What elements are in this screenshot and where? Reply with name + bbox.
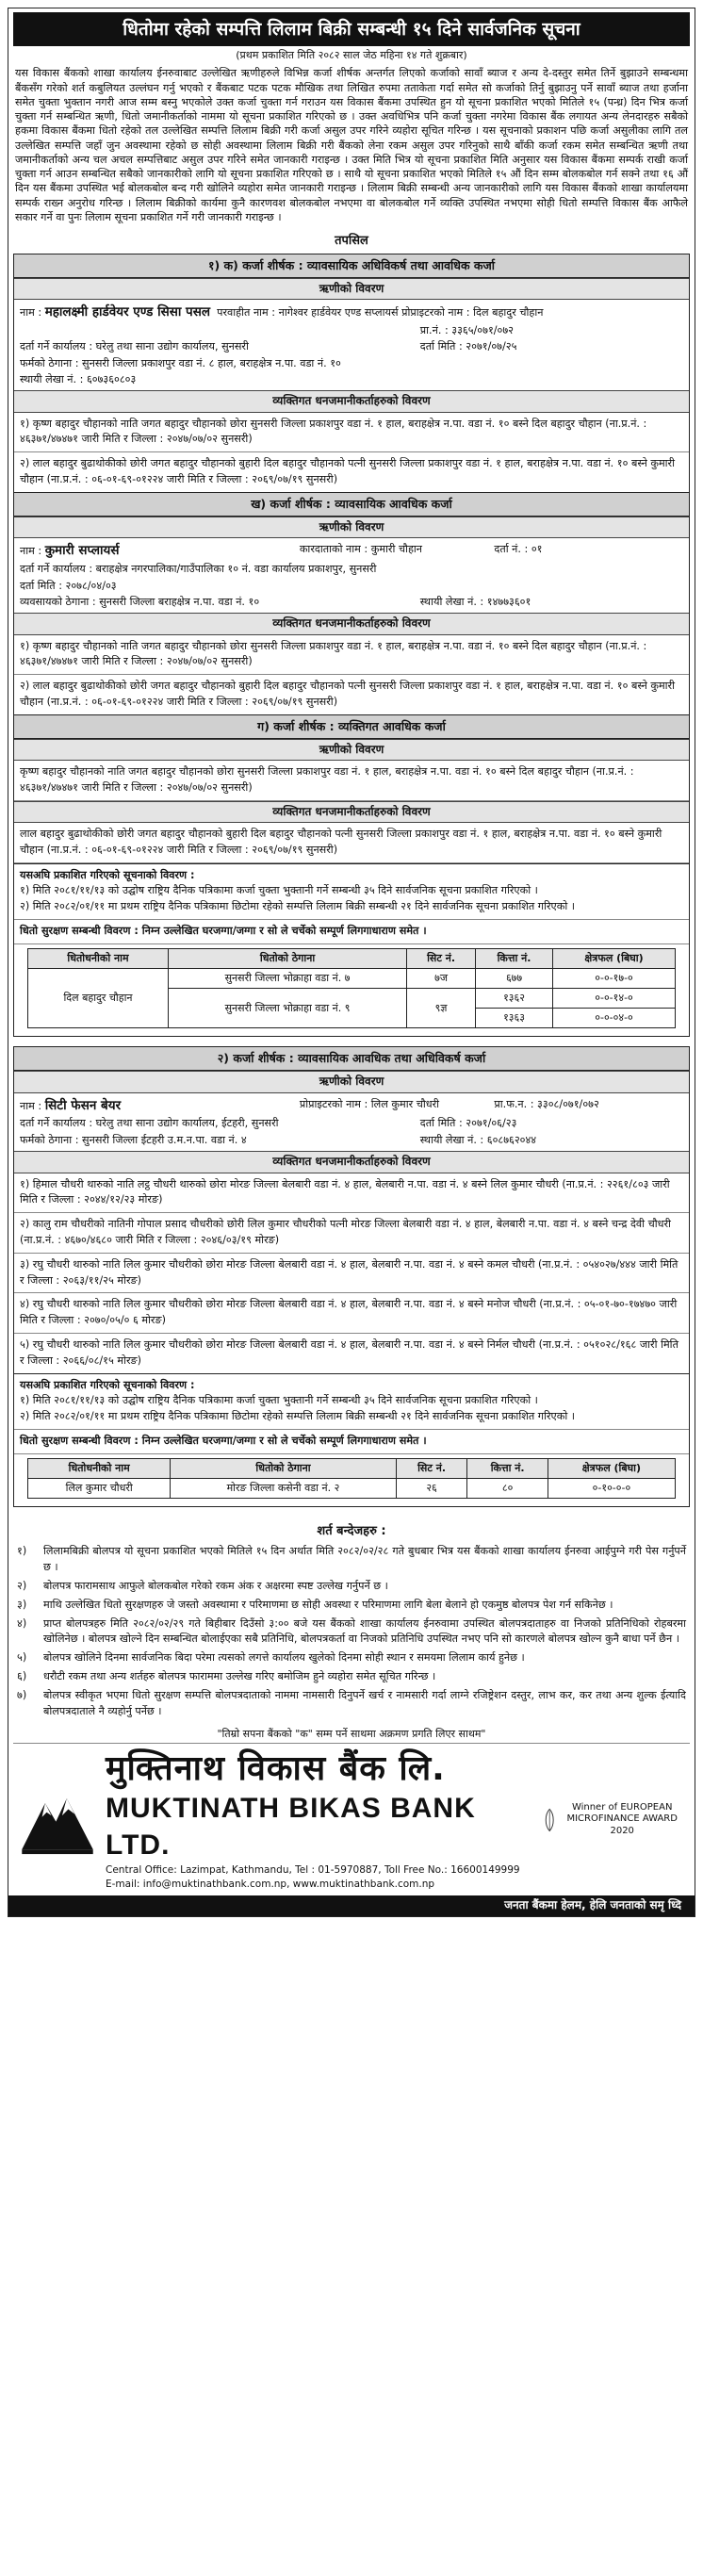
notice-subtitle: (प्रथम प्रकाशित मिति २०८२ साल जेठ महिना १४ गते शुक्रबार) (236, 49, 467, 62)
notice-frame (8, 8, 695, 1917)
term-item: ५) बोलपत्र खोलिने दिनमा सार्वजनिक बिदा परेमा त्यसको लगत्ते कार्यालय खुलेको दिनमा सोही स्थान र समयमा लिलाम कार्य हुनेछ । (17, 1651, 525, 1665)
guarantor-heading: व्यक्तिगत धनजमानीकर्ताहरुको विवरण (14, 613, 689, 634)
borrower-name: महालक्ष्मी हार्डवेयर एण्ड सिसा पसल (44, 304, 210, 320)
borrower-name: सिटी फेसन बेयर (44, 1097, 122, 1113)
prior-notice-item: १) मिति २०८१/११/१३ को उद्घोष राष्ट्रिय दैनिक पत्रिकामा कर्जा चुक्ता भुक्तानी गर्ने सम्बन्धी ३५ दिने सार्वजनिक सूचना प्रकाशित गरिएको । (20, 1394, 538, 1407)
table-cell: मोरङ जिल्ला कसेनी वडा नं. २ (171, 1478, 397, 1498)
terms-section (13, 1517, 690, 1724)
name-label: नाम : (20, 305, 42, 319)
prior-notice-item: १) मिति २०८१/११/१३ को उद्घोष राष्ट्रिय दैनिक पत्रिकामा कर्जा चुक्ता भुक्तानी गर्ने सम्बन्धी ३५ दिने सार्वजनिक सूचना प्रकाशित गरिएको । (20, 884, 538, 897)
borrower-heading: ऋणीको विवरण (14, 517, 689, 538)
borrower-heading: ऋणीको विवरण (14, 1071, 689, 1092)
term-item: १) लिलामबिक्री बोलपत्र यो सूचना प्रकाशित भएको मितिले १५ दिन अर्थात मिति २०८२/०२/२८ गते बुधबार भित्र यस बैंकको शाखा कार्यालय ईनरुवा आईपुग्ने गरी पेस गर्नुपर्ने छ । (17, 1545, 686, 1574)
loan-1-box (13, 254, 690, 1038)
prior-notices (14, 863, 689, 920)
mountain-logo-icon (19, 1781, 96, 1859)
table-cell: सुनसरी जिल्ला भोक्राहा वडा नं. ९ (168, 989, 407, 1028)
table-cell: ६७७ (475, 968, 553, 988)
guarantor-item: ४) रघु चौधरी थारुको नाति लिल कुमार चौधरीको छोरा मोरङ जिल्ला बेलबारी वडा नं. ४ हाल, बेलबारी न.पा. वडा नं. ४ बस्ने मनोज चौधरी (ना.प्र.नं. : ०५-०१-७०-१७४७० जारी मिति र जिल्ला : २०७०/०५/० ६ मोरङ) (14, 1293, 689, 1334)
reg-date: दर्ता मिति : २०७१/०७/२५ (419, 340, 517, 353)
details-heading: तपसिल (335, 233, 368, 248)
guarantor-item: ५) रघु चौधरी थारुको नाति लिल कुमार चौधरीको छोरा मोरङ जिल्ला बेलबारी वडा नं. ४ हाल, बेलबारी न.पा. वडा नं. ४ बस्ने निर्मल चौधरी (ना.प्र.नं. : ०५१०२८/१६८ जारी मिति र जिल्ला : २०६६/०८/१५ मोरङ) (20, 1337, 678, 1367)
table-cell: लिल कुमार चौधरी (28, 1478, 171, 1498)
loan-2-box (13, 1046, 690, 1507)
table-cell: २६ (396, 1478, 466, 1498)
loan-2-heading: २) कर्जा शीर्षक : व्यावसायिक आवधिक तथा अधिविकर्ष कर्जा (14, 1047, 689, 1071)
loan-1c-heading: ग) कर्जा शीर्षक : व्यक्तिगत आवधिक कर्जा (14, 714, 689, 739)
tagline-bar (8, 1895, 695, 1916)
guarantor-item: १) कृष्ण बहादुर चौहानको नाति जगत बहादुर चौहानको छोरा सुनसरी जिल्ला प्रकाशपुर वडा नं. १ हाल, बराहक्षेत्र न.पा. वडा नं. १० बस्ने दिल बहादुर चौहान (ना.प्र.नं. : ४६३७१/४७४७१ जारी मिति र जिल्ला : २०४७/०७/०२ सुनसरी) (14, 635, 689, 676)
tagline-text: जनता बैंकमा हेलम, हेलि जनताको समृ ध्दि (504, 1897, 681, 1911)
guarantor-item: १) हिमाल चौधरी थारुको नाति लट्ठ चौधरी थारुको छोरा मोरङ जिल्ला बेलबारी वडा नं. ४ हाल, बेलबारी न.पा. वडा नं. ४ बस्ने लिल कुमार चौधरी (ना.प्र.नं. : २२६१/८०३ जारी मिति र जिल्ला : २०४४/१२/२३ मोरङ) (14, 1173, 689, 1214)
prior-notice-item: २) मिति २०८२/०१/११ मा प्रथम राष्ट्रिय दैनिक पत्रिकामा छिटोमा रहेको सम्पत्ति लिलाम बिक्री सम्बन्धी २१ दिने सार्वजनिक सूचना प्रकाशित गरिएको । (20, 1410, 576, 1423)
security-heading: धितो सुरक्षण सम्बन्धी विवरण : निम्न उल्लेखित घरजग्गा/जग्गा र सो ले चर्चेको सम्पूर्ण लिगगाधाराण समेत । (14, 1430, 689, 1454)
table-cell: ०-१०-०-० (548, 1478, 676, 1498)
bank-motto: "तिम्रो सपना बैंकको "क" सम्म पर्ने साथमा अक्रमण प्रगति लिएर साथम" (217, 1728, 486, 1741)
col-header: धितोधनीको नाम (28, 948, 168, 968)
col-header: क्षेत्रफल (बिघा) (548, 1458, 676, 1478)
term-item: २) बोलपत्र फारामसाथ आफुले बोलकबोल गरेको रकम अंक र अक्षरमा स्पष्ट उल्लेख गर्नुपर्ने छ । (17, 1579, 388, 1592)
loan-1b-heading: ख) कर्जा शीर्षक : व्यावसायिक आवधिक कर्जा (14, 492, 689, 517)
pan-number: स्थायी लेखा नं. : १४७७३६०१ (419, 595, 531, 608)
bank-name-english: MUKTINATH BIKAS BANK LTD. (106, 1793, 476, 1861)
notice-title: धितोमा रहेको सम्पत्ति लिलाम बिक्री सम्बन्धी १५ दिने सार्वजनिक सूचना (13, 12, 690, 46)
table-cell: ०-०-०४-० (553, 1009, 675, 1028)
borrower-heading: ऋणीको विवरण (14, 278, 689, 300)
bank-name-nepali: मुक्तिनाथ विकास बैंक लि. (106, 1749, 446, 1789)
reg-date: दर्ता मिति : २०७८/०४/०३ (20, 579, 117, 592)
borrower-details: कृष्ण बहादुर चौहानको नाति जगत बहादुर चौहानको छोरा सुनसरी जिल्ला प्रकाशपुर वडा नं. १ हाल, बराहक्षेत्र न.पा. वडा नं. १० बस्ने दिल बहादुर चौहान (ना.प्र.नं. : ४६३७१/४७४७१ जारी मिति र जिल्ला : २०४७/०७/०२ सुनसरी) (14, 761, 689, 801)
bank-footer (13, 1743, 690, 1895)
business-address: व्यवसायको ठेगाना : सुनसरी जिल्ला बराहक्षेत्र न.पा. वडा नं. १० (20, 595, 260, 608)
term-item: ३) माथि उल्लेखित धितो सुरक्षणहरु जे जस्तो अवस्थामा र परिमाणमा छ सोही अवस्था र परिमाणमा लागि बेला बेलाने हो एकमुष्ठ बोलपत्र पेश गर्न सकिनेछ । (17, 1598, 613, 1611)
reg-office: दर्ता गर्ने कार्यालय : घरेलु तथा साना उद्योग कार्यालय, सुनसरी (20, 340, 249, 353)
firm-address: फर्मको ठेगाना : सुनसरी जिल्ला ईटहरी उ.म.न.पा. वडा नं. ४ (20, 1133, 247, 1146)
loan-1a-heading: १) क) कर्जा शीर्षक : व्यावसायिक अधिविकर्ष तथा आवधिक कर्जा (14, 254, 689, 278)
email-web: E-mail: info@muktinathbank.com.np, www.muktinathbank.com.np (106, 1878, 435, 1890)
table-cell: ८० (467, 1478, 548, 1498)
term-item: ६) धरौटी रकम तथा अन्य शर्तहरु बोलपत्र फाराममा उल्लेख गरिए बमोजिम हुने व्यहोरा समेत सूचित गरिन्छ । (17, 1669, 436, 1682)
terms-heading: शर्त बन्देजहरु : (317, 1523, 386, 1538)
guarantor-list (14, 1173, 689, 1373)
col-header: कित्ता नं. (467, 1458, 548, 1478)
borrower-details (14, 300, 689, 390)
intro-paragraph: यस विकास बैंकको शाखा कार्यालय ईनरुवाबाट उल्लेखित ऋणीहरुले विभिन्न कर्जा शीर्षक अन्तर्गत लिएको कर्जाको सावाँ ब्याज र अन्य दे-दस्तुर समेत तिर्ने बुझाउने सम्बन्धमा बैंकसँग गरेको शर्त कबुलियत उल्लंघन गर्नु भएको र बैंकबाट पटक पटक मौखिक तथा लिखित रुपमा तताकेता गर्दा समेत सो कर्जाको तिर्नु बुझाउनु पर्ने सावाँ ब्याज तथा हर्जाना समेत चुक्ता भुक्तान नगरी आज सम्म बस्नु भएकोले उक्त कर्जा चुक्ता गर्न गराउन यस विकास बैंकमा उपस्थित हुन यो सूचना प्रकाशित भएको मितिले १५ (पन्ध्र) दिन भित्र कर्जा चुक्ता गर्न सम्बन्धित ऋणी, धितो जमानीकर्ताको नाममा यो सूचना प्रकाशित गरिएको छ । उक्त अवधिभित्र पनि कर्जा चुक्ता नगरेमा विकास बैंक लगायत अन्य लेनदारहरु सबैको हकमा विकास बैंकमा धितो रहेको तल उल्लेखित सम्पत्ति लिलाम बिक्री गरी कर्जा असुल उपर गरिने व्यहोरा सूचित गरिन्छ । यस सूचनाको प्रकाशन पछि कर्जा असुलीका लागि तल उल्लेखित सम्पत्ति जहाँ जुन अवस्थामा रहेको छ सोही अवस्थामा लिलाम बिक्री गरी बैंकको लेना रकम असुल उपर गरिनुको साथै बाँकी कर्जा रकम समेत सम्बन्धित ऋणी तथा जमानीकर्ताको अन्य चल अचल सम्पत्तिबाट असुल उपर गरिने समेत जानकारी गराइन्छ । उक्त मिति भित्र यो सूचना प्रकाशित मिति अनुसार यस विकास बैंकमा सम्पर्क राखी कर्जा चुक्ता गर्न आउन सम्बन्धित सबैको जानकारीको लागि यो सूचना प्रकाशित गरिएको छ । साथै यो सूचना प्रकाशित भएको मितिले १५ औं दिन सम्म बोलकबोल गर्न सक्ने तथा १६ औं दिन यस बैंकमा उपस्थित भई बोलकबोल बन्द गरी खोलिने व्यहोरा समेत जानकारी गराइन्छ । लिलाम बिक्री सम्बन्धी अन्य जानकारीको लागि यस विकास बैंकको शाखा कार्यालयमा सम्पर्क राख्न अनुरोध गरिन्छ । लिलाम बिक्रीको कार्यमा कुनै कारणवश बोलकबोल नभएमा वा बोलकबोल गर्ने व्यक्ति उपस्थित नभएमा सोही धितो सम्पत्ति विकास बैंक आफैले सकार गर्ने वा पुनः लिलाम सूचना प्रकाशित गर्ने गरी जानकारी गराइन्छ । (15, 67, 688, 223)
table-row (28, 1478, 675, 1498)
guarantor-list (14, 413, 689, 492)
table-cell: १३६३ (475, 1009, 553, 1028)
security-table (27, 1458, 675, 1499)
reg-no: प्रा.नं. : ३३६५/०७१/०७२ (419, 323, 514, 336)
name-label: नाम : (20, 1099, 42, 1112)
table-cell: ०-०-१७-० (553, 968, 675, 988)
col-header: कित्ता नं. (475, 948, 553, 968)
guarantor-item: २) लाल बहादुर बुढाथोकीको छोरी जगत बहादुर चौहानको बुहारी दिल बहादुर चौहानको पत्नी सुनसरी जिल्ला प्रकाशपुर वडा नं. १ हाल, बराहक्षेत्र न.पा. वडा नं. १० बस्ने कुमारी चौहान (ना.प्र.नं. : ०६-०१-६९-०१२२४ जारी मिति र जिल्ला : २०६९/०७/१९ सुनसरी) (20, 680, 676, 708)
guarantor-heading: व्यक्तिगत धनजमानीकर्ताहरुको विवरण (14, 801, 689, 823)
term-item: ४) प्राप्त बोलपत्रहरु मिति २०८२/०२/२९ गते बिहीबार दिउँसो ३:०० बजे यस बैंकको शाखा कार्यालय ईनरुवामा उपस्थित बोलपत्रदाताहरु वा निजको प्रतिनिधिको रोहबरमा खोलिनेछ । बोलपत्र खोल्ने दिन सम्बन्धित बोलाईएका सबै प्रतिनिधि, बोलपत्रकर्ता वा निजको प्रतिनिधि उपस्थित नभए पनि सो कारणले बोलपत्र खोल्न कुनै बाधा पर्ने छैन । (17, 1616, 686, 1646)
award-text: Winner of EUROPEAN MICROFINANCE AWARD 2020 (566, 1801, 678, 1836)
borrower-details (14, 1093, 689, 1152)
guarantor-item: २) लाल बहादुर बुढाथोकीको छोरी जगत बहादुर चौहानको बुहारी दिल बहादुर चौहानको पत्नी सुनसरी जिल्ला प्रकाशपुर वडा नं. १ हाल, बराहक्षेत्र न.पा. वडा नं. १० बस्ने कुमारी चौहान (ना.प्र.नं. : ०६-०१-६९-०१२२४ जारी मिति र जिल्ला : २०६९/०७/१९ सुनसरी) (20, 457, 676, 486)
guarantor-item: लाल बहादुर बुढाथोकीको छोरी जगत बहादुर चौहानको बुहारी दिल बहादुर चौहानको पत्नी सुनसरी जिल्ला प्रकाशपुर वडा नं. १ हाल, बराहक्षेत्र न.पा. वडा नं. १० बस्ने कुमारी चौहान (ना.प्र.नं. : ०६-०१-६९-०१२२४ जारी मिति र जिल्ला : २०६९/०७/१९ सुनसरी) (14, 823, 689, 863)
pan-number: स्थायी लेखा नं. : ६०७३६०८०३ (20, 372, 137, 386)
owner-cell: दिल बहादुर चौहान (28, 968, 168, 1027)
prior-notice-heading: यसअघि प्रकाशित गरिएको सूचनाको विवरण : (20, 868, 195, 881)
security-heading: धितो सुरक्षण सम्बन्धी विवरण : निम्न उल्लेखित घरजग्गा/जग्गा र सो ले चर्चेको सम्पूर्ण लिगगाधाराण समेत । (14, 920, 689, 944)
borrower-details (14, 538, 689, 613)
name-label: नाम : (20, 545, 42, 558)
table-cell: ७ज (407, 968, 475, 988)
reg-office: दर्ता गर्ने कार्यालय : बराहक्षेत्र नगरपालिका/गाउँपालिका १० नं. वडा कार्यालय प्रकाशपुर, सुनसरी (20, 563, 377, 576)
reg-date: दर्ता मिति : २०७१/०६/२३ (419, 1117, 517, 1130)
firm-no: दर्ता नं. : ०१ (494, 543, 543, 556)
bank-text (96, 1747, 543, 1891)
table-row (28, 968, 675, 988)
col-header: क्षेत्रफल (बिघा) (553, 948, 675, 968)
table-cell: ०-०-१४-० (553, 989, 675, 1009)
prior-notices (14, 1373, 689, 1430)
reg-office: दर्ता गर्ने कार्यालय : घरेलु तथा साना उद्योग कार्यालय, ईटहरी, सुनसरी (20, 1117, 279, 1130)
col-header: सिट नं. (396, 1458, 466, 1478)
guarantor-item: १) कृष्ण बहादुर चौहानको नाति जगत बहादुर चौहानको छोरा सुनसरी जिल्ला प्रकाशपुर वडा नं. १ हाल, बराहक्षेत्र न.पा. वडा नं. १० बस्ने दिल बहादुर चौहान (ना.प्र.नं. : ४६३७१/४७४७१ जारी मिति र जिल्ला : २०४७/०७/०२ सुनसरी) (14, 413, 689, 453)
prior-notice-item: २) मिति २०८२/०१/११ मा प्रथम राष्ट्रिय दैनिक पत्रिकामा छिटोमा रहेको सम्पत्ति लिलाम बिक्री सम्बन्धी २१ दिने सार्वजनिक सूचना प्रकाशित गरिएको । (20, 900, 576, 913)
firm-address: फर्मको ठेगाना : सुनसरी जिल्ला प्रकाशपुर वडा नं. ८ हाल, बराहक्षेत्र न.पा. वडा नं. १० (20, 356, 341, 369)
table-cell: ९ज्ञ (407, 989, 475, 1028)
security-table (27, 948, 675, 1028)
guarantor-item: ३) रघु चौधरी थारुको नाति लिल कुमार चौधरीको छोरा मोरङ जिल्ला बेलबारी वडा नं. ४ हाल, बेलबारी न.पा. वडा नं. ४ बस्ने कमल चौधरी (ना.प्र.नं. : ०५४०२७/४४४ जारी मिति र जिल्ला : २०६३/११/२५ मोरङ) (14, 1254, 689, 1294)
guarantor-list (14, 635, 689, 714)
award-leaf-icon (543, 1797, 556, 1844)
table-cell: १३६२ (475, 989, 553, 1009)
col-header: धितोको ठेगाना (171, 1458, 397, 1478)
col-header: सिट नं. (407, 948, 475, 968)
pan-number: स्थायी लेखा नं. : ६०८७६२०४४ (419, 1133, 537, 1146)
guarantor-item: २) कालु राम चौधरीको नातिनी गोपाल प्रसाद चौधरीको छोरी लिल कुमार चौधरीको पत्नी मोरङ जिल्ला बेलबारी वडा नं. ४ हाल, बेलबारी न.पा. वडा नं. ४ बस्ने चन्द्र देवी चौधरी (ना.प्र.नं. : ४६७०/४६८० जारी मिति र जिल्ला : २०४६/०३/१९ मोरङ) (14, 1213, 689, 1254)
office-contact: Central Office: Lazimpat, Kathmandu, Tel : 01-5970887, Toll Free No.: 16600149999 (106, 1864, 520, 1877)
guarantor-heading: व्यक्तिगत धनजमानीकर्ताहरुको विवरण (14, 1151, 689, 1173)
award-badge (543, 1797, 684, 1844)
proprietor: परवाहीत नाम : नागेश्वर हार्डवेयर एण्ड सप्लायर्स प्रोप्राइटरको नाम : दिल बहादुर चौहान (217, 305, 544, 319)
proprietor: कारदाताको नाम : कुमारी चौहान (299, 543, 422, 556)
col-header: धितोको ठेगाना (168, 948, 407, 968)
proprietor: प्रोप्राइटरको नाम : लिल कुमार चौधरी (299, 1097, 440, 1110)
prior-notice-heading: यसअघि प्रकाशित गरिएको सूचनाको विवरण : (20, 1378, 195, 1391)
table-cell: सुनसरी जिल्ला भोक्राहा वडा नं. ७ (168, 968, 407, 988)
reg-no: प्रा.फ.न. : ३३०८/०७१/०७२ (494, 1097, 599, 1110)
term-item: ७) बोलपत्र स्वीकृत भएमा धितो सुरक्षण सम्पत्ति बोलपत्रदाताको नाममा नामसारी दिनुपर्ने खर्च र नामसारी गर्दा लाग्ने रजिष्ट्रेशन दस्तुर, लाभ कर, कर तथा अन्य शुल्क ईत्यादि बोलपत्रदाताले नै व्यहोर्नु पर्नेछ । (17, 1688, 686, 1717)
borrower-name: कुमारी सप्लायर्स (44, 543, 120, 559)
guarantor-heading: व्यक्तिगत धनजमानीकर्ताहरुको विवरण (14, 390, 689, 412)
col-header: धितोधनीको नाम (28, 1458, 171, 1478)
borrower-heading: ऋणीको विवरण (14, 739, 689, 761)
